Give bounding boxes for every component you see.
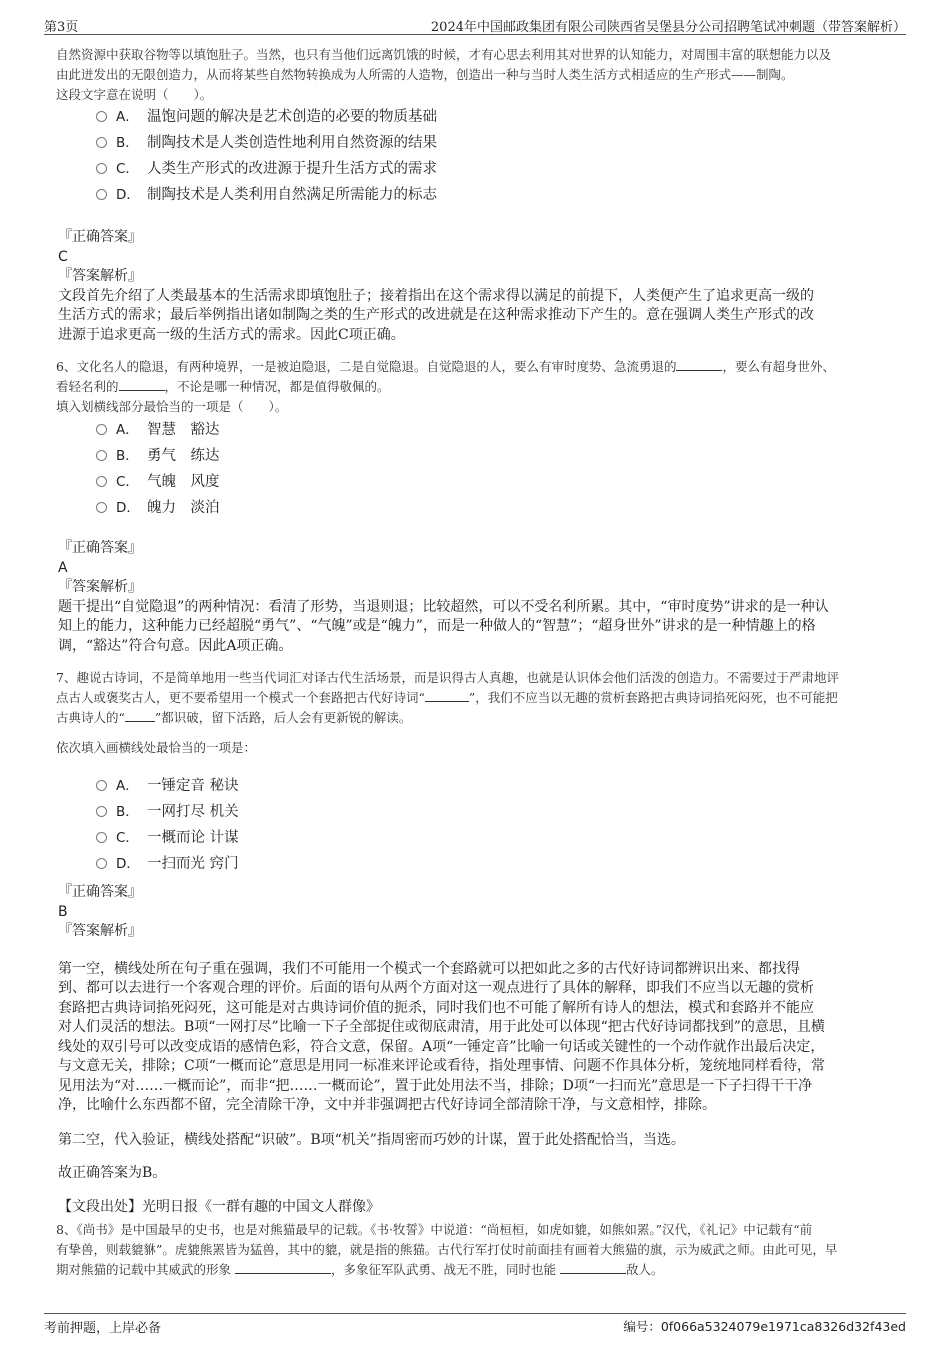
analysis-line: 知上的能力，这种能力已经超脱“勇气”、“气魄”或是“魄力”，而是一种做人的“智慧”；“超身世外”讲求的是一种情趣上的格	[58, 618, 816, 634]
analysis-line: 进源于追求更高一级的生活方式的需求。因此C项正确。	[58, 326, 405, 343]
option-text: 一概而论 计谋	[147, 830, 239, 846]
analysis-paragraph: 第二空，代入验证，横线处搭配“识破”。B项“机关”指周密而巧妙的计谋，置于此处搭配恰当，当选。	[58, 1131, 685, 1148]
analysis-conclusion: 故正确答案为B。	[58, 1165, 167, 1181]
stem-text: 点古人或褒奖古人，更不要希望用一个模式一个套路把古代好诗词“	[56, 690, 425, 705]
q7-stem-line	[56, 688, 892, 708]
q7-options	[96, 773, 696, 877]
q6-option-a[interactable]	[96, 417, 696, 443]
option-text: 一网打尽 机关	[147, 804, 239, 820]
analysis-line: 文段首先介绍了人类最基本的生活需求即填饱肚子；接着指出在这个需求得以满足的前提下，人类便产生了追求更高一级的	[58, 287, 814, 304]
option-text: 魄力 淡泊	[147, 500, 220, 516]
document-id: 编号：0f066a5324079e1971ca8326d32f43ed	[623, 1319, 906, 1334]
q7-option-d[interactable]	[96, 851, 696, 877]
q8-stem-line: 有挚兽，则载貔貅”。虎貔熊罴皆为猛兽，其中的貔，就是指的熊猫。古代行军打仗时前面挂有画着大熊猫的旗，示为威武之师。由此可见，早	[56, 1242, 838, 1257]
option-label: B．	[116, 448, 139, 464]
radio-icon[interactable]	[96, 858, 107, 869]
q6-stem-line: 填入划横线部分最恰当的一项是（ ）。	[56, 399, 288, 414]
analysis-line: 调，“豁达”符合句意。因此A项正确。	[58, 637, 293, 654]
analysis-line: 对人们灵活的想法。B项“一网打尽”比喻一下子全部捉住或彻底肃清，用于此处可以体现“把古代好诗词都找到”的意思，且横	[58, 1019, 825, 1035]
radio-icon[interactable]	[96, 163, 107, 174]
q7-stem	[56, 668, 892, 758]
q5-option-b[interactable]	[96, 130, 696, 156]
q6-option-d[interactable]	[96, 495, 696, 521]
option-text: 气魄 风度	[147, 474, 220, 490]
q5-stem-line: 由此迸发出的无限创造力，从而将某些自然物转换成为人所需的人造物，创造出一种与当时人类生活方式相适应的生产形式——制陶。	[56, 67, 794, 82]
option-label: C．	[116, 474, 139, 490]
q5-answer-section	[58, 228, 892, 345]
stem-text: ，不论是哪一种情况，都是值得敬佩的。	[164, 379, 390, 394]
q7-stem-line	[56, 708, 892, 728]
radio-icon[interactable]	[96, 137, 107, 148]
blank-line	[676, 357, 722, 371]
correct-answer: C	[58, 248, 68, 265]
stem-text: 古典诗人的“	[56, 710, 125, 725]
q7-stem-line: 7、趣说古诗词，不是简单地用一些当代词汇对译古代生活场景，而是识得古人真趣，也就是认识体会他们活泼的创造力。不需要过于严肃地评	[56, 670, 839, 685]
page-number: 第3页	[44, 20, 79, 35]
blank-line	[119, 377, 165, 391]
stem-text: 敌人。	[626, 1262, 664, 1277]
q7-stem-line: 依次填入画横线处最恰当的一项是：	[56, 740, 257, 755]
option-label: C．	[116, 830, 139, 846]
radio-icon[interactable]	[96, 806, 107, 817]
blank-line	[235, 1260, 331, 1274]
analysis-line: 与文意无关，排除；C项“一概而论”意思是用同一标准来评论或看待，指处理事情、问题不作具体分析，笼统地同样看待，常	[58, 1058, 826, 1074]
footer-slogan: 考前押题，上岸必备	[44, 1321, 162, 1336]
analysis-line: 线处的双引号可以改变成语的感情色彩，符合文意，保留。A项“一锤定音”比喻一句话或关键性的一个动作就作出最后决定，	[58, 1038, 825, 1055]
option-label: D．	[116, 500, 140, 516]
q7-option-b[interactable]	[96, 799, 696, 825]
stem-text: 6、文化名人的隐退，有两种境界，一是被迫隐退，二是自觉隐退。自觉隐退的人，要么有审时度势、急流勇退的	[56, 359, 677, 374]
q5-stem	[56, 45, 892, 105]
radio-icon[interactable]	[96, 832, 107, 843]
q6-stem	[56, 357, 892, 417]
q7-option-c[interactable]	[96, 825, 696, 851]
analysis-line: 净，比喻什么东西都不留，完全清除干净，文中并非强调把古代好诗词全部清除干净，与文意相悖，排除。	[58, 1097, 716, 1113]
page-header	[44, 14, 906, 35]
q5-options	[96, 104, 696, 208]
q6-answer-section	[58, 539, 892, 656]
blank-line	[560, 1260, 626, 1274]
radio-icon[interactable]	[96, 450, 107, 461]
radio-icon[interactable]	[96, 111, 107, 122]
option-text: 智慧 豁达	[147, 422, 220, 438]
analysis-paragraph	[58, 960, 892, 1116]
analysis-line: 第一空，横线处所在句子重在强调，我们不可能用一个模式一个套路就可以把如此之多的古代好诗词都辨识出来、都找得	[58, 960, 800, 977]
option-label: C．	[116, 161, 139, 177]
page-footer	[44, 1313, 906, 1334]
radio-icon[interactable]	[96, 476, 107, 487]
q8-stem	[56, 1220, 892, 1280]
q5-option-d[interactable]	[96, 182, 696, 208]
radio-icon[interactable]	[96, 189, 107, 200]
radio-icon[interactable]	[96, 424, 107, 435]
radio-icon[interactable]	[96, 780, 107, 791]
stem-text: ”，我们不应当以无趣的赏析套路把古典诗词掐死闷死，也不可能把	[468, 690, 838, 705]
q5-option-c[interactable]	[96, 156, 696, 182]
answer-title: 『正确答案』	[58, 229, 142, 245]
analysis-line: 到、都可以去进行一个客观合理的评价。后面的语句从两个方面对这一观点进行了具体的解释，即我们不应当以无趣的赏析	[58, 980, 814, 996]
analysis-line: 见用法为“对……一概而论”，而非“把……一概而论”，置于此处用法不当，排除；D项“一扫而光”意思是一下子扫得干干净	[58, 1077, 813, 1094]
analysis-line: 题干提出“自觉隐退”的两种情况：看清了形势，当退则退；比较超然，可以不受名利所累。其中，“审时度势”讲求的是一种认	[58, 598, 829, 615]
blank-line	[425, 688, 469, 702]
option-text: 一锤定音 秘诀	[147, 778, 239, 794]
q7-option-a[interactable]	[96, 773, 696, 799]
q5-stem-line: 这段文字意在说明（ ）。	[56, 87, 213, 102]
analysis-title: 『答案解析』	[58, 268, 142, 284]
q7-answer-section	[58, 883, 892, 1217]
stem-text: 看轻名利的	[56, 379, 119, 394]
q8-stem-line: 8、《尚书》是中国最早的史书，也是对熊猫最早的记载。《书·牧誓》中说道：“尚桓桓，如虎如貔，如熊如罴。”汉代，《礼记》中记载有“前	[56, 1222, 813, 1237]
option-text: 人类生产形式的改进源于提升生活方式的需求	[147, 161, 437, 177]
option-text: 一扫而光 窍门	[147, 856, 239, 872]
option-text: 制陶技术是人类利用自然满足所需能力的标志	[147, 187, 437, 203]
stem-text: ，多象征军队武勇、战无不胜，同时也能	[331, 1262, 557, 1277]
stem-text: ，要么有超身世外、	[722, 359, 835, 374]
answer-title: 『正确答案』	[58, 540, 142, 556]
option-label: A．	[116, 422, 139, 438]
option-label: B．	[116, 135, 139, 151]
q6-stem-line	[56, 377, 892, 397]
source-citation: 【文段出处】光明日报《一群有趣的中国文人群像》	[58, 1198, 380, 1215]
option-label: A．	[116, 109, 139, 125]
document-title: 2024年中国邮政集团有限公司陕西省吴堡县分公司招聘笔试冲刺题（带答案解析）	[430, 20, 906, 35]
option-label: B．	[116, 804, 139, 820]
blank-line	[125, 708, 155, 722]
q5-stem-line: 自然资源中获取谷物等以填饱肚子。当然，也只有当他们远离饥饿的时候，才有心思去利用其对世界的认知能力，对周围丰富的联想能力以及	[56, 47, 832, 62]
analysis-title: 『答案解析』	[58, 579, 142, 595]
q8-stem-line	[56, 1260, 892, 1280]
correct-answer: A	[58, 559, 68, 576]
answer-title: 『正确答案』	[58, 884, 142, 900]
correct-answer: B	[58, 903, 68, 920]
q6-stem-line	[56, 357, 892, 377]
analysis-title: 『答案解析』	[58, 923, 142, 939]
option-text: 温饱问题的解决是艺术创造的必要的物质基础	[147, 109, 437, 125]
option-text: 勇气 练达	[147, 448, 220, 464]
option-label: A．	[116, 778, 139, 794]
q6-options	[96, 417, 696, 521]
q6-option-c[interactable]	[96, 469, 696, 495]
q6-option-b[interactable]	[96, 443, 696, 469]
option-text: 制陶技术是人类创造性地利用自然资源的结果	[147, 135, 437, 151]
option-label: D．	[116, 856, 140, 872]
option-label: D．	[116, 187, 140, 203]
analysis-line: 套路把古典诗词掐死闷死，这可能是对古典诗词价值的扼杀，同时我们也不可能了解所有诗人的想法，模式和套路并不能应	[58, 999, 814, 1016]
stem-text: ”都识破，留下活路，后人会有更新锐的解读。	[154, 710, 412, 725]
q5-option-a[interactable]	[96, 104, 696, 130]
analysis-line: 生活方式的需求；最后举例指出诸如制陶之类的生产形式的改进就是在这种需求推动下产生的。意在强调人类生产形式的改	[58, 307, 814, 323]
stem-text: 期对熊猫的记载中其威武的形象	[56, 1262, 232, 1277]
radio-icon[interactable]	[96, 502, 107, 513]
